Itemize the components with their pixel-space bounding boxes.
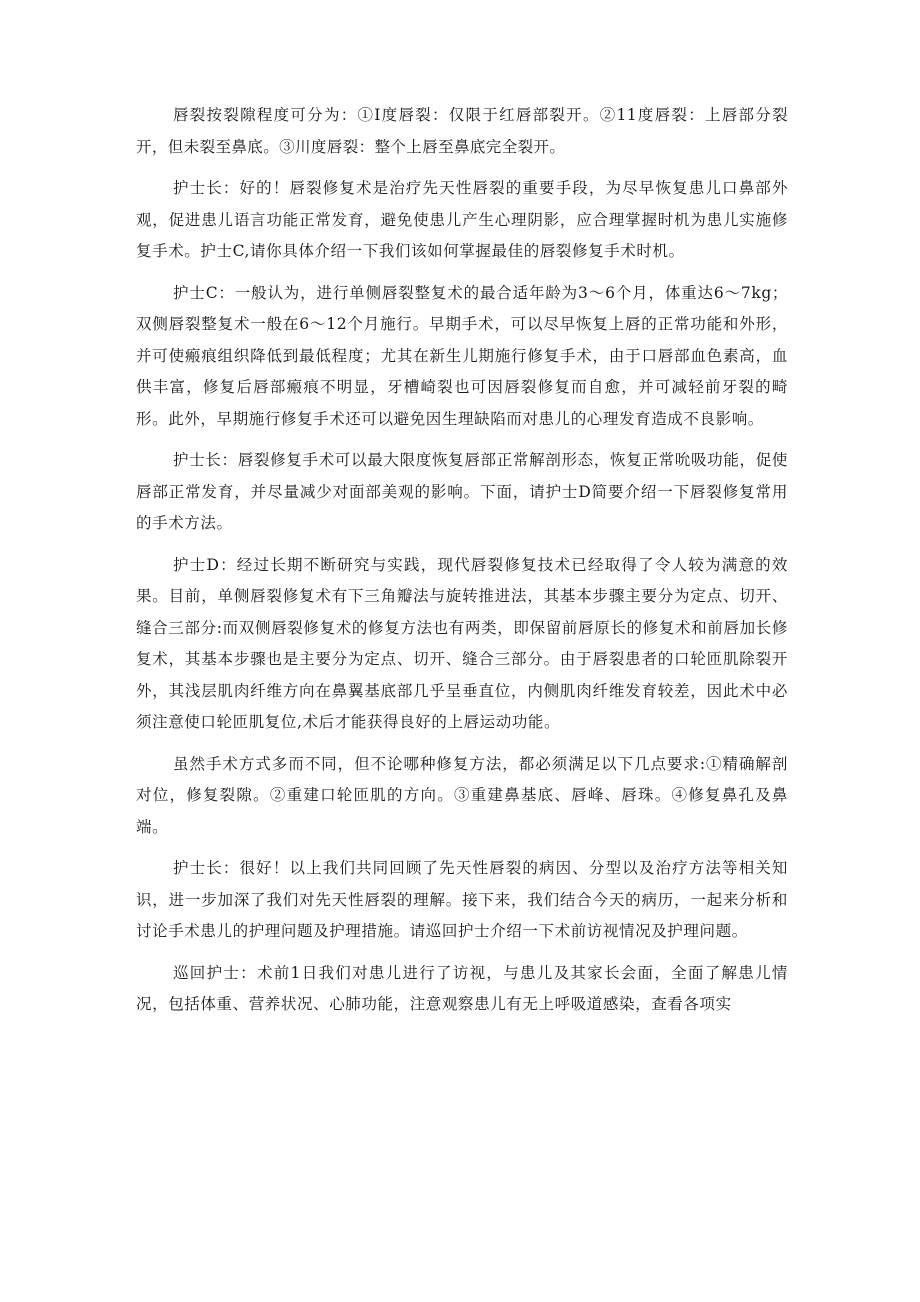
document-page	[136, 100, 788, 1031]
paragraph-head-nurse-timing-question: 护士长：好的！唇裂修复术是治疗先天性唇裂的重要手段，为尽早恢复患儿口鼻部外观，促进患儿语言功能正常发育，避免使患儿产生心理阴影，应合理掌握时机为患儿实施修复手术。护士C,请你具体介绍一下我们该如何掌握最佳的唇裂修复手术时机。	[136, 179, 788, 260]
paragraph-nurse-c-timing: 护士C：一般认为，进行单侧唇裂整复术的最合适年龄为3～6个月，体重达6～7kg；双侧唇裂整复术一般在6～12个月施行。早期手术，可以尽早恢复上唇的正常功能和外形，并可使瘢痕组织降低到最低程度；尤其在新生儿期施行修复手术，由于口唇部血色素高，血供丰富，修复后唇部瘢痕不明显，牙槽崎裂也可因唇裂修复而自愈，并可减轻前牙裂的畸形。此外，早期施行修复手术还可以避免因生理缺陷而对患儿的心理发育造成不良影响。	[136, 283, 788, 428]
paragraph-head-nurse-summary: 护士长：很好！以上我们共同回顾了先天性唇裂的病因、分型以及治疗方法等相关知识，进一步加深了我们对先天性唇裂的理解。接下来，我们结合今天的病历，一起来分析和讨论手术患儿的护理问题及护理措施。请巡回护士介绍一下术前访视情况及护理问题。	[136, 859, 788, 940]
paragraph-circulating-nurse: 巡回护士：术前1日我们对患儿进行了访视，与患儿及其家长会面，全面了解患儿情况，包括体重、营养状况、心肺功能，注意观察患儿有无上呼吸道感染，查看各项实	[136, 963, 788, 1013]
paragraph-head-nurse-methods-question: 护士长：唇裂修复手术可以最大限度恢复唇部正常解剖形态，恢复正常吮吸功能，促使唇部正常发育，并尽量减少对面部美观的影响。下面，请护士D简要介绍一下唇裂修复常用的手术方法。	[136, 451, 788, 532]
paragraph-surgery-requirements: 虽然手术方式多而不同，但不论哪种修复方法，都必须满足以下几点要求:①精确解剖对位，修复裂隙。②重建口轮匝肌的方向。③重建鼻基底、唇峰、唇珠。④修复鼻孔及鼻端。	[136, 754, 788, 836]
paragraph-nurse-d-methods: 护士D：经过长期不断研究与实践，现代唇裂修复技术已经取得了令人较为满意的效果。目前，单侧唇裂修复术有下三角瓣法与旋转推进法，其基本步骤主要分为定点、切开、缝合三部分:而双侧唇裂修复术的修复方法也有两类，即保留前唇原长的修复术和前唇加长修复术，其基本步骤也是主要分为定点、切开、缝合三部分。由于唇裂患者的口轮匝肌除裂开外，其浅层肌肉纤维方向在鼻翼基底部几乎呈垂直位，内侧肌肉纤维发育较差，因此术中必须注意使口轮匝肌复位,术后才能获得良好的上唇运动功能。	[136, 555, 788, 731]
paragraph-cleft-classification: 唇裂按裂隙程度可分为：①I度唇裂：仅限于红唇部裂开。②11度唇裂：上唇部分裂开，但未裂至鼻底。③川度唇裂：整个上唇至鼻底完全裂开。	[136, 106, 788, 156]
